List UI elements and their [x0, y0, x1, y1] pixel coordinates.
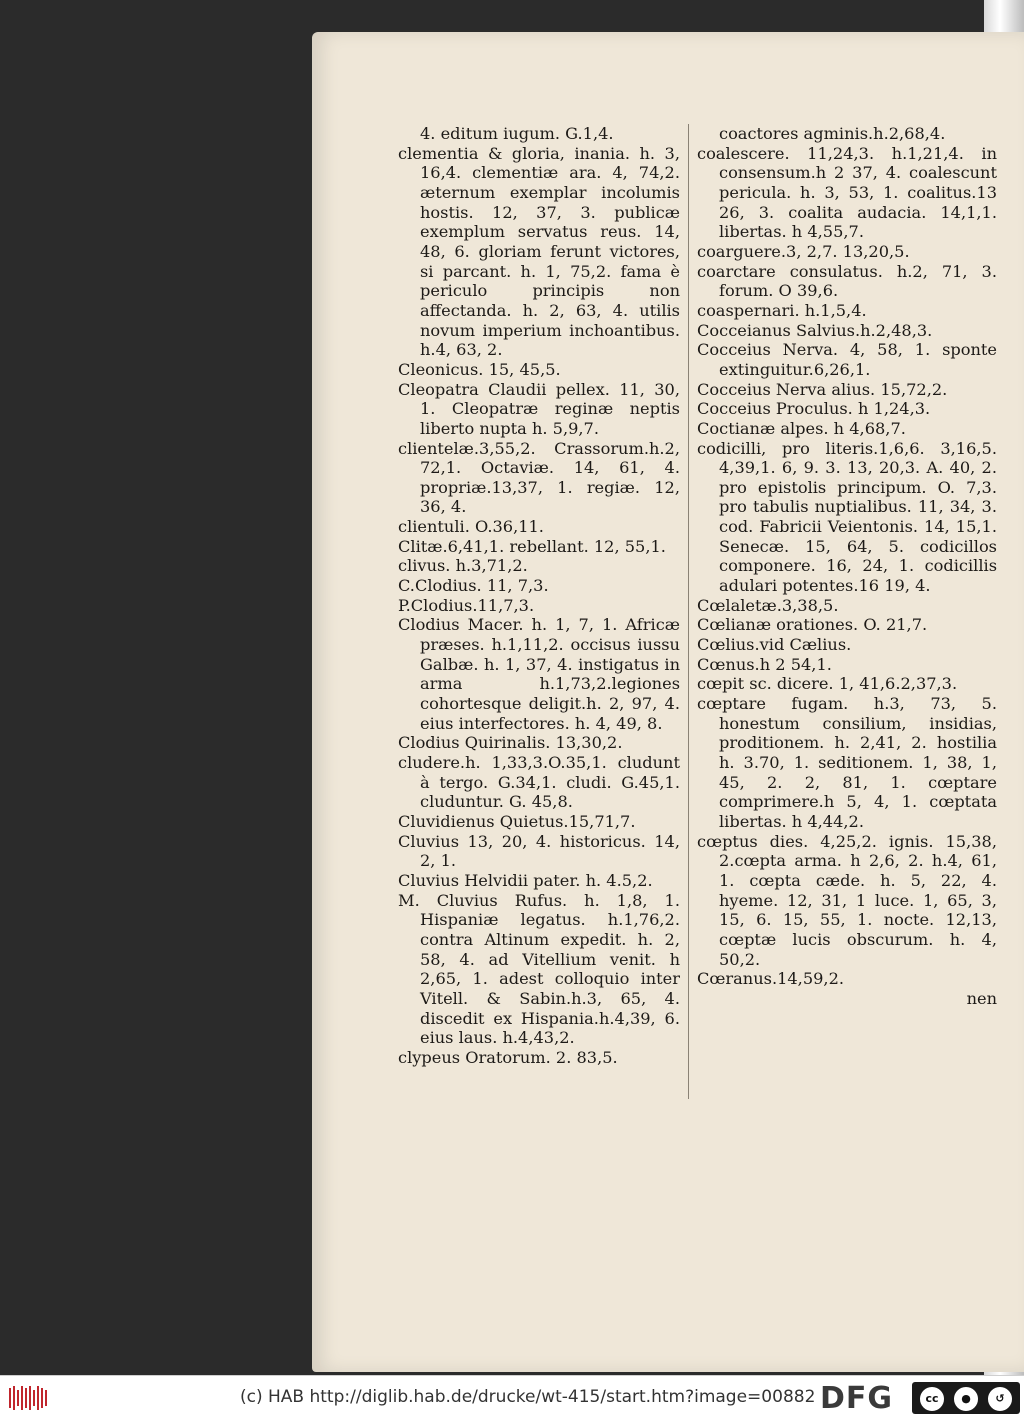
column-divider — [688, 124, 689, 1099]
index-entry: cœptare fugam. h.3, 73, 5. honestum consilium, insidias, proditionem. h. 2,41, 2. hostilia h. 3.70, 1. seditionem. 1, 38, 1, 45, 2. 2, 81, 1. cœptare comprimere.h 5, 4, 1. cœptata libertas. h 4,44,2. — [697, 694, 997, 831]
index-entry: Cluvius 13, 20, 4. historicus. 14, 2, 1. — [398, 831, 680, 871]
index-entry: Cocceius Nerva alius. 15,72,2. — [697, 379, 948, 399]
cc-icon: cc — [918, 1385, 946, 1413]
index-entry: Cocceianus Salvius.h.2,48,3. — [697, 320, 933, 340]
index-entry: coarctare consulatus. h.2, 71, 3. forum. O 39,6. — [697, 261, 997, 301]
index-entry: 4. editum iugum. G.1,4. — [420, 124, 614, 143]
index-entry: clivus. h.3,71,2. — [398, 556, 528, 576]
index-entry: clientelæ.3,55,2. Crassorum.h.2, 72,1. Octaviæ. 14, 61, 4. propriæ.13,37, 1. regiæ. 12, 36, 4. — [398, 438, 680, 517]
index-entry: cludere.h. 1,33,3.O.35,1. cludunt à tergo. G.34,1. cludi. G.45,1. cluduntur. G. 45,8. — [398, 753, 680, 812]
index-entry: Clitæ.6,41,1. rebellant. 12, 55,1. — [398, 536, 666, 556]
index-entry: Coctianæ alpes. h 4,68,7. — [697, 418, 906, 438]
index-entry: Cleonicus. 15, 45,5. — [398, 359, 561, 379]
index-entry: Cœnus.h 2 54,1. — [697, 654, 832, 674]
copyright-link[interactable]: (c) HAB http://diglib.hab.de/drucke/wt-415/start.htm?image=00882 — [240, 1387, 816, 1407]
index-entry: coactores agminis.h.2,68,4. — [719, 124, 946, 143]
index-entry: Cœlius.vid Cælius. — [697, 635, 852, 655]
index-entry: M. Cluvius Rufus. h. 1,8, 1. Hispaniæ legatus. h.1,76,2. contra Altinum expedit. h. 2, 58, 4. ad Vitellium venit. h 2,65, 1. adest colloquio inter Vitell. & Sabin.h.3, 65, 4. discedit ex Hispania.h.4,39, 6. eius laus. h.4,43,2. — [398, 890, 680, 1048]
index-entry: Cœlaletæ.3,38,5. — [697, 595, 839, 615]
index-entry: codicilli, pro literis.1,6,6. 3,16,5. 4,39,1. 6, 9. 3. 13, 20,3. A. 40, 2. pro epistolis principum. O. 7,3. pro tabulis nuptialibus. 11, 34, 3. cod. Fabricii Veientonis. 14, 15,1. Senecæ. 15, 64, 5. codicillos componere. 16, 24, 1. codicillis adulari potentes.16 19, 4. — [697, 438, 997, 596]
index-entry: coarguere.3, 2,7. 13,20,5. — [697, 241, 910, 261]
index-column-left — [398, 124, 680, 1068]
index-entry: Cœranus.14,59,2. — [697, 969, 845, 989]
index-entry: coaspernari. h.1,5,4. — [697, 300, 867, 320]
index-entry: P.Clodius.11,7,3. — [398, 595, 535, 615]
by-label: BY — [959, 1404, 967, 1411]
viewer-footer — [0, 1375, 1024, 1419]
index-entry: Cocceius Proculus. h 1,24,3. — [697, 399, 931, 419]
index-entry: Cluvius Helvidii pater. h. 4.5,2. — [398, 870, 653, 890]
index-entry: coalescere. 11,24,3. h.1,21,4. in consensum.h 2 37, 4. coalescunt pericula. h. 3, 53, 1. coalitus.13 26, 3. coalita audacia. 14,1,1. libertas. h 4,55,7. — [697, 143, 997, 242]
index-entry: Cleopatra Claudii pellex. 11, 30, 1. Cleopatræ reginæ neptis liberto nupta h. 5,9,7. — [398, 379, 680, 438]
book-page — [312, 32, 1024, 1372]
creative-commons-badge[interactable] — [912, 1382, 1020, 1414]
index-entry: clientuli. O.36,11. — [398, 517, 544, 537]
index-entry: clementia & gloria, inania. h. 3, 16,4. clementiæ ara. 4, 74,2. æternum exemplar incolumis hostis. 12, 37, 3. publicæ exemplum servatus reus. 14, 48, 6. gloriam ferunt victores, si parcant. h. 1, 75,2. fama è periculo principis non affectanda. h. 2, 63, 4. utilis novum imperium inchoantibus. h.4, 63, 2. — [398, 143, 680, 360]
index-entry: cœpit sc. dicere. 1, 41,6.2,37,3. — [697, 674, 958, 694]
hab-logo-icon — [8, 1384, 48, 1412]
index-entry: Cocceius Nerva. 4, 58, 1. sponte extinguitur.6,26,1. — [697, 340, 997, 379]
index-entry: clypeus Oratorum. 2. 83,5. — [398, 1047, 618, 1067]
index-entry: cœptus dies. 4,25,2. ignis. 15,38, 2.cœpta arma. h 2,6, 2. h.4, 61, 1. cœpta cæde. h. 5, 22, 4. hyeme. 12, 31, 1 luce. 1, 65, 3, 15, 6. 15, 55, 1. nocte. 12,13, cœptæ lucis obscurum. h. 4, 50,2. — [697, 831, 997, 969]
catchword: nen — [966, 988, 997, 1008]
by-icon: ● — [952, 1385, 980, 1413]
index-entry: Cœlianæ orationes. O. 21,7. — [697, 615, 928, 635]
index-entry: C.Clodius. 11, 7,3. — [398, 576, 549, 596]
index-entry: Clodius Macer. h. 1, 7, 1. Africæ præses. h.1,11,2. occisus iussu Galbæ. h. 1, 37, 4. instigatus in arma h.1,73,2.legiones cohortesque deligit.h. 2, 97, 4. eius interfectores. h. 4, 49, 8. — [398, 615, 680, 733]
index-entry: Clodius Quirinalis. 13,30,2. — [398, 733, 623, 753]
index-column-right — [697, 124, 997, 1009]
sa-icon: ↺ — [986, 1385, 1014, 1413]
index-entry: Cluvidienus Quietus.15,71,7. — [398, 811, 636, 831]
dfg-logo: DFG — [820, 1381, 894, 1416]
sa-label: SA — [993, 1404, 1002, 1411]
